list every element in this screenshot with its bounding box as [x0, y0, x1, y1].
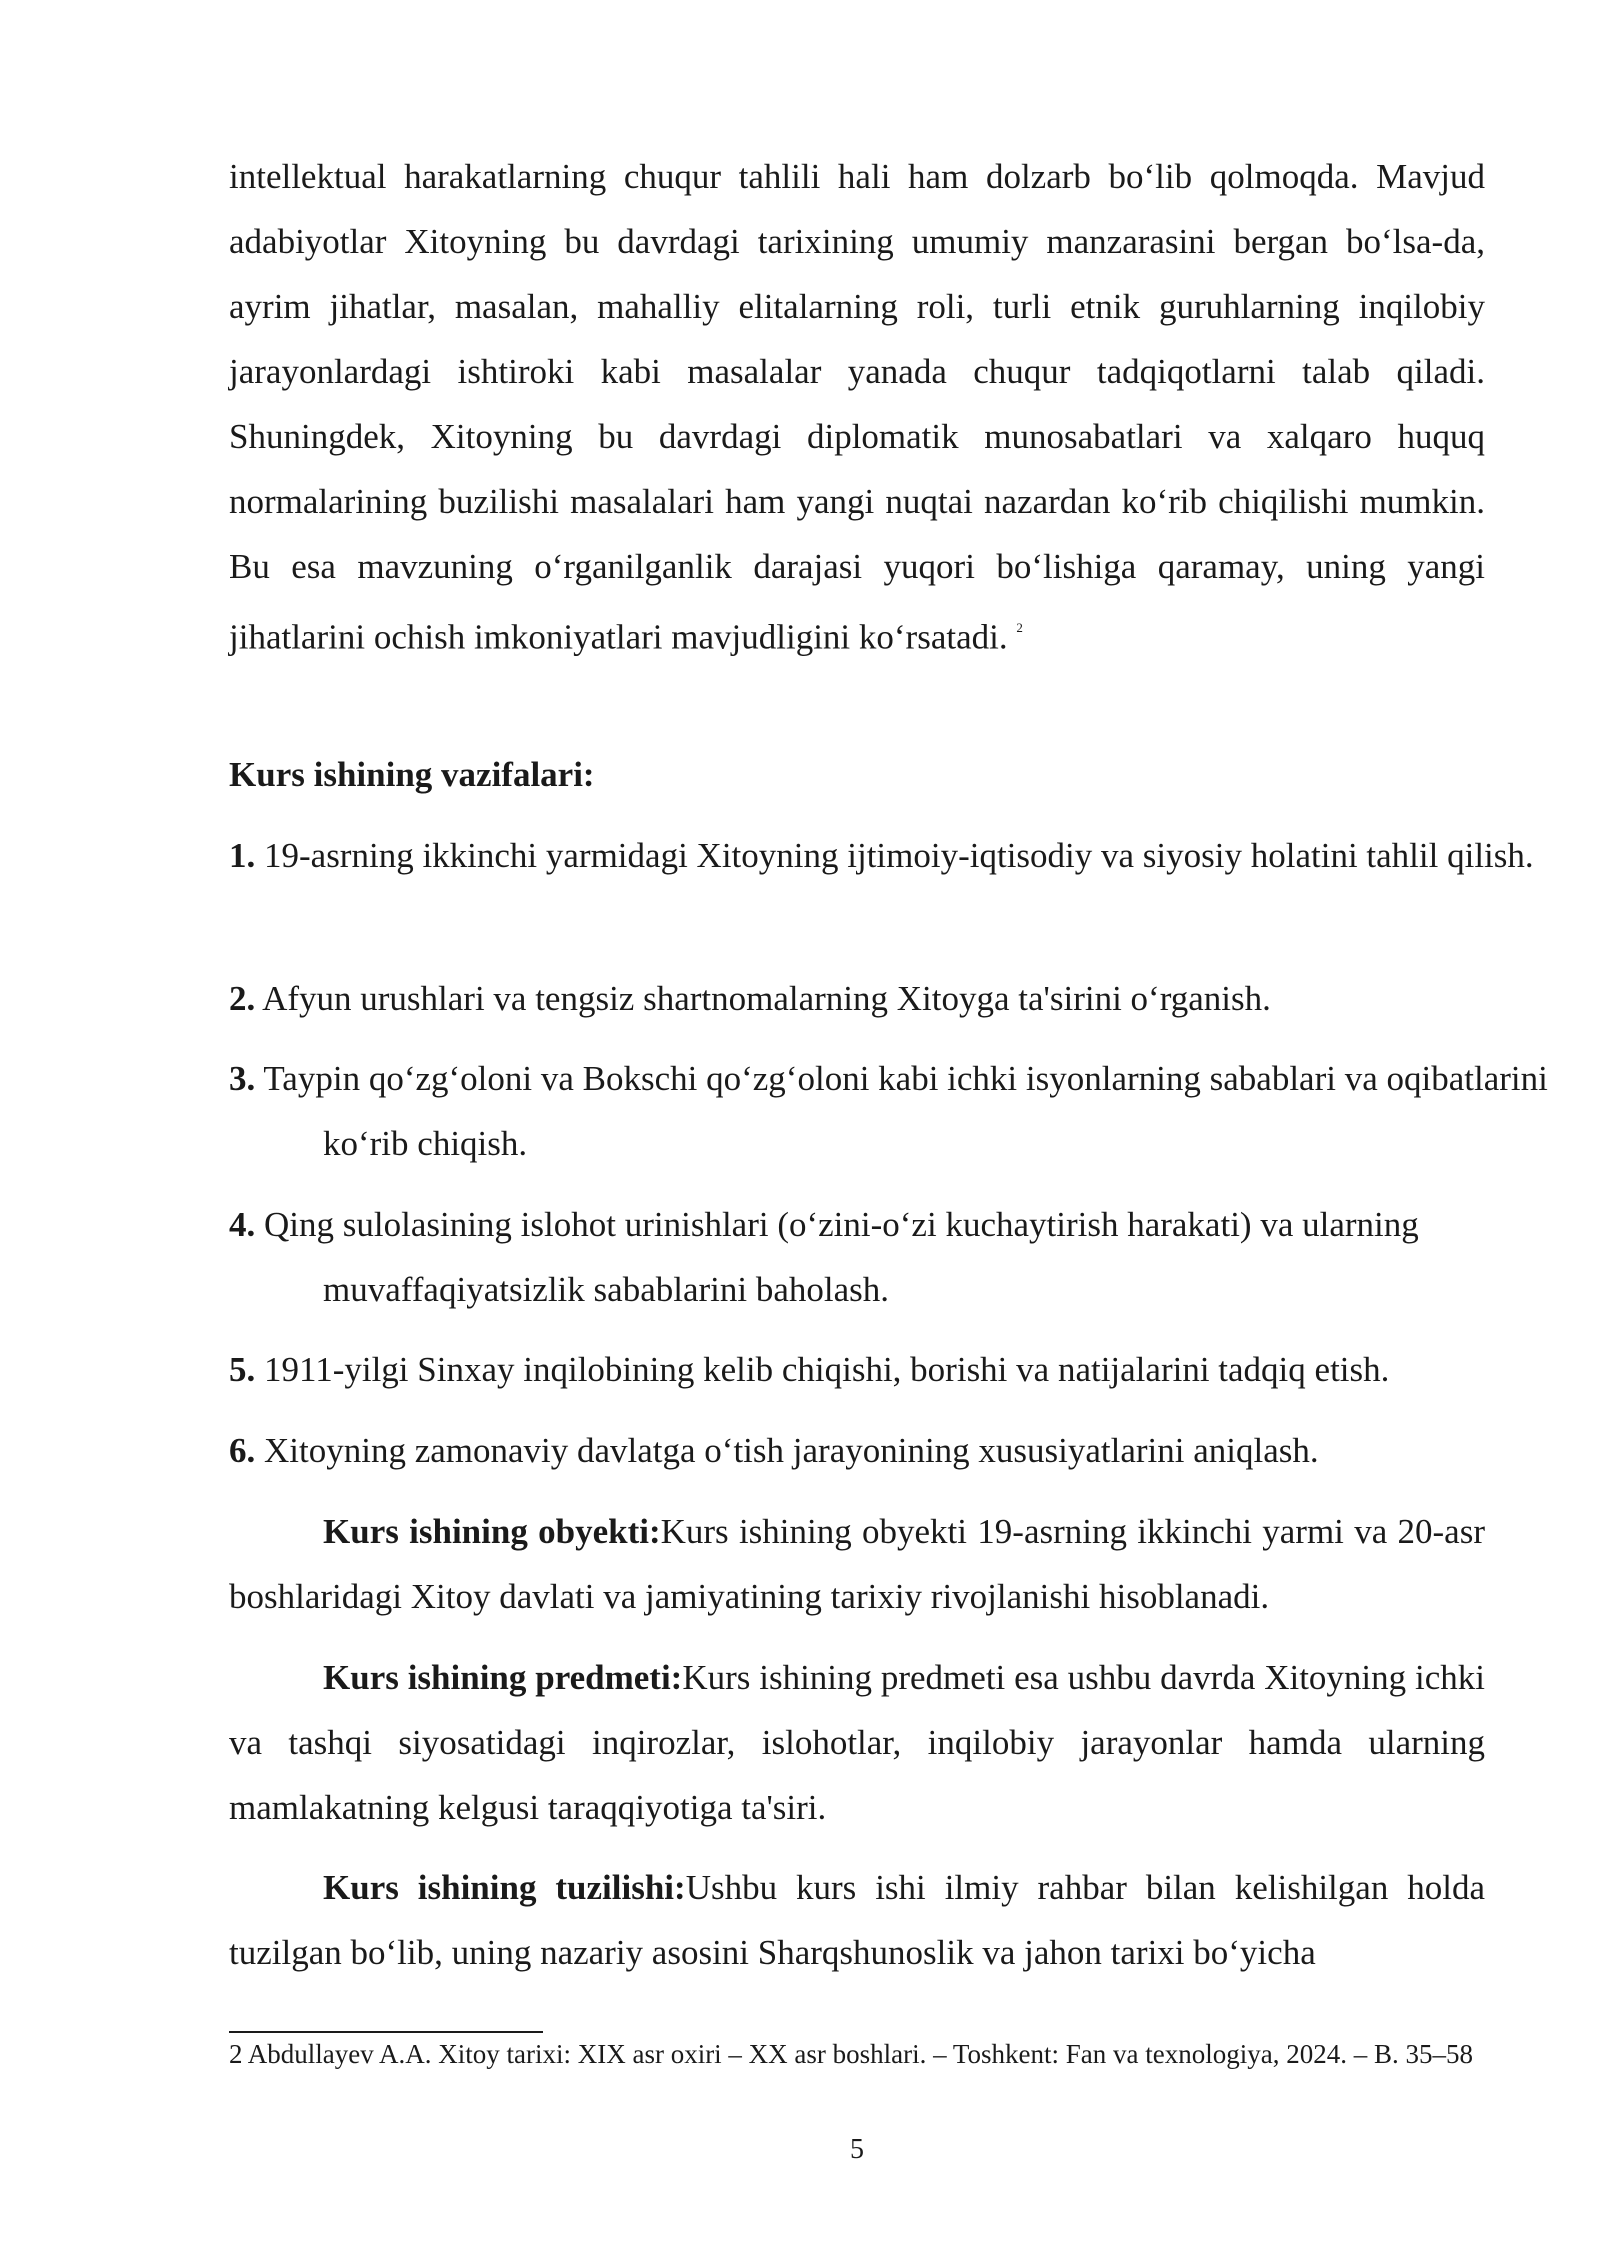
object-paragraph [229, 1499, 1485, 1629]
tasks-heading: Kurs ishining vazifalari: [229, 755, 595, 794]
structure-paragraph [229, 1855, 1485, 1985]
footnote: 2 Abdullayev A.A. Xitoy tarixi: XIX asr oxiri – XX asr boshlari. – Toshkent: Fan va texnologiya, 2024. – B. 35–58 [229, 2039, 1473, 2069]
task-number: 4. [229, 1205, 256, 1244]
footnote-separator [229, 2031, 543, 2033]
subject-paragraph [229, 1645, 1485, 1840]
task-number: 6. [229, 1431, 256, 1470]
task-item-2 [229, 966, 1579, 1031]
task-text: Taypin qo‘zg‘oloni va Bokschi qo‘zg‘oloni kabi ichki isyonlarning sabablari va oqibatlarini ko‘rib chiqish. [263, 1059, 1548, 1163]
task-item-1 [229, 823, 1579, 888]
object-text: Kurs ishining obyekti 19-asrning ikkinchi yarmi va 20-asr boshlaridagi Xitoy davlati va jamiyatining tarixiy rivojlanishi hisoblanadi. [229, 1512, 1485, 1616]
structure-text: Ushbu kurs ishi ilmiy rahbar bilan kelishilgan holda tuzilgan bo‘lib, uning nazariy asosini Sharqshunoslik va jahon tarixi bo‘yicha [229, 1868, 1485, 1972]
intro-paragraph [229, 144, 1485, 670]
footnote-reference[interactable]: 2 [1016, 620, 1023, 635]
task-text: Qing sulolasining islohot urinishlari (o‘zini-o‘zi kuchaytirish harakati) va ularning muvaffaqiyatsizlik sabablarini baholash. [264, 1205, 1419, 1309]
task-text: Xitoyning zamonaviy davlatga o‘tish jarayonining xususiyatlarini aniqlash. [264, 1431, 1319, 1470]
page-number: 5 [850, 2134, 864, 2165]
task-text: 19-asrning ikkinchi yarmidagi Xitoyning ijtimoiy-iqtisodiy va siyosiy holatini tahlil qilish. [264, 836, 1534, 875]
task-text: Afyun urushlari va tengsiz shartnomalarning Xitoyga ta'sirini o‘rganish. [262, 979, 1271, 1018]
task-item-6 [229, 1418, 1579, 1483]
task-number: 2. [229, 979, 256, 1018]
task-number: 3. [229, 1059, 256, 1098]
structure-label: Kurs ishining tuzilishi: [323, 1868, 686, 1907]
document-page [229, 0, 1548, 2262]
object-label: Kurs ishining obyekti: [323, 1512, 661, 1551]
subject-text: Kurs ishining predmeti esa ushbu davrda Xitoyning ichki va tashqi siyosatidagi inqirozlar, islohotlar, inqilobiy jarayonlar hamda ularning mamlakatning kelgusi taraqqiyotiga ta'siri. [229, 1658, 1485, 1827]
intro-text: intellektual harakatlarning chuqur tahlili hali ham dolzarb bo‘lib qolmoqda. Mavjud adabiyotlar Xitoyning bu davrdagi tarixining umumiy manzarasini bergan bo‘lsa-da, ayrim jihatlar, masalan, mahalliy elitalarning roli, turli etnik guruhlarning inqilobiy jarayonlardagi ishtiroki kabi masalalar yanada chuqur tadqiqotlarni talab qiladi. Shuningdek, Xitoyning bu davrdagi diplomatik munosabatlari va xalqaro huquq normalarining buzilishi masalalari ham yangi nuqtai nazardan ko‘rib chiqilishi mumkin. Bu esa mavzuning o‘rganilganlik darajasi yuqori bo‘lishiga qaramay, uning yangi jihatlarini ochish imkoniyatlari mavjudligini ko‘rsatadi. [229, 157, 1485, 657]
task-item-5 [229, 1337, 1579, 1402]
task-item-3 [229, 1046, 1579, 1176]
task-number: 5. [229, 1350, 256, 1389]
task-number: 1. [229, 836, 256, 875]
task-text: 1911-yilgi Sinxay inqilobining kelib chiqishi, borishi va natijalarini tadqiq etish. [264, 1350, 1390, 1389]
task-item-4 [229, 1192, 1579, 1322]
subject-label: Kurs ishining predmeti: [323, 1658, 683, 1697]
